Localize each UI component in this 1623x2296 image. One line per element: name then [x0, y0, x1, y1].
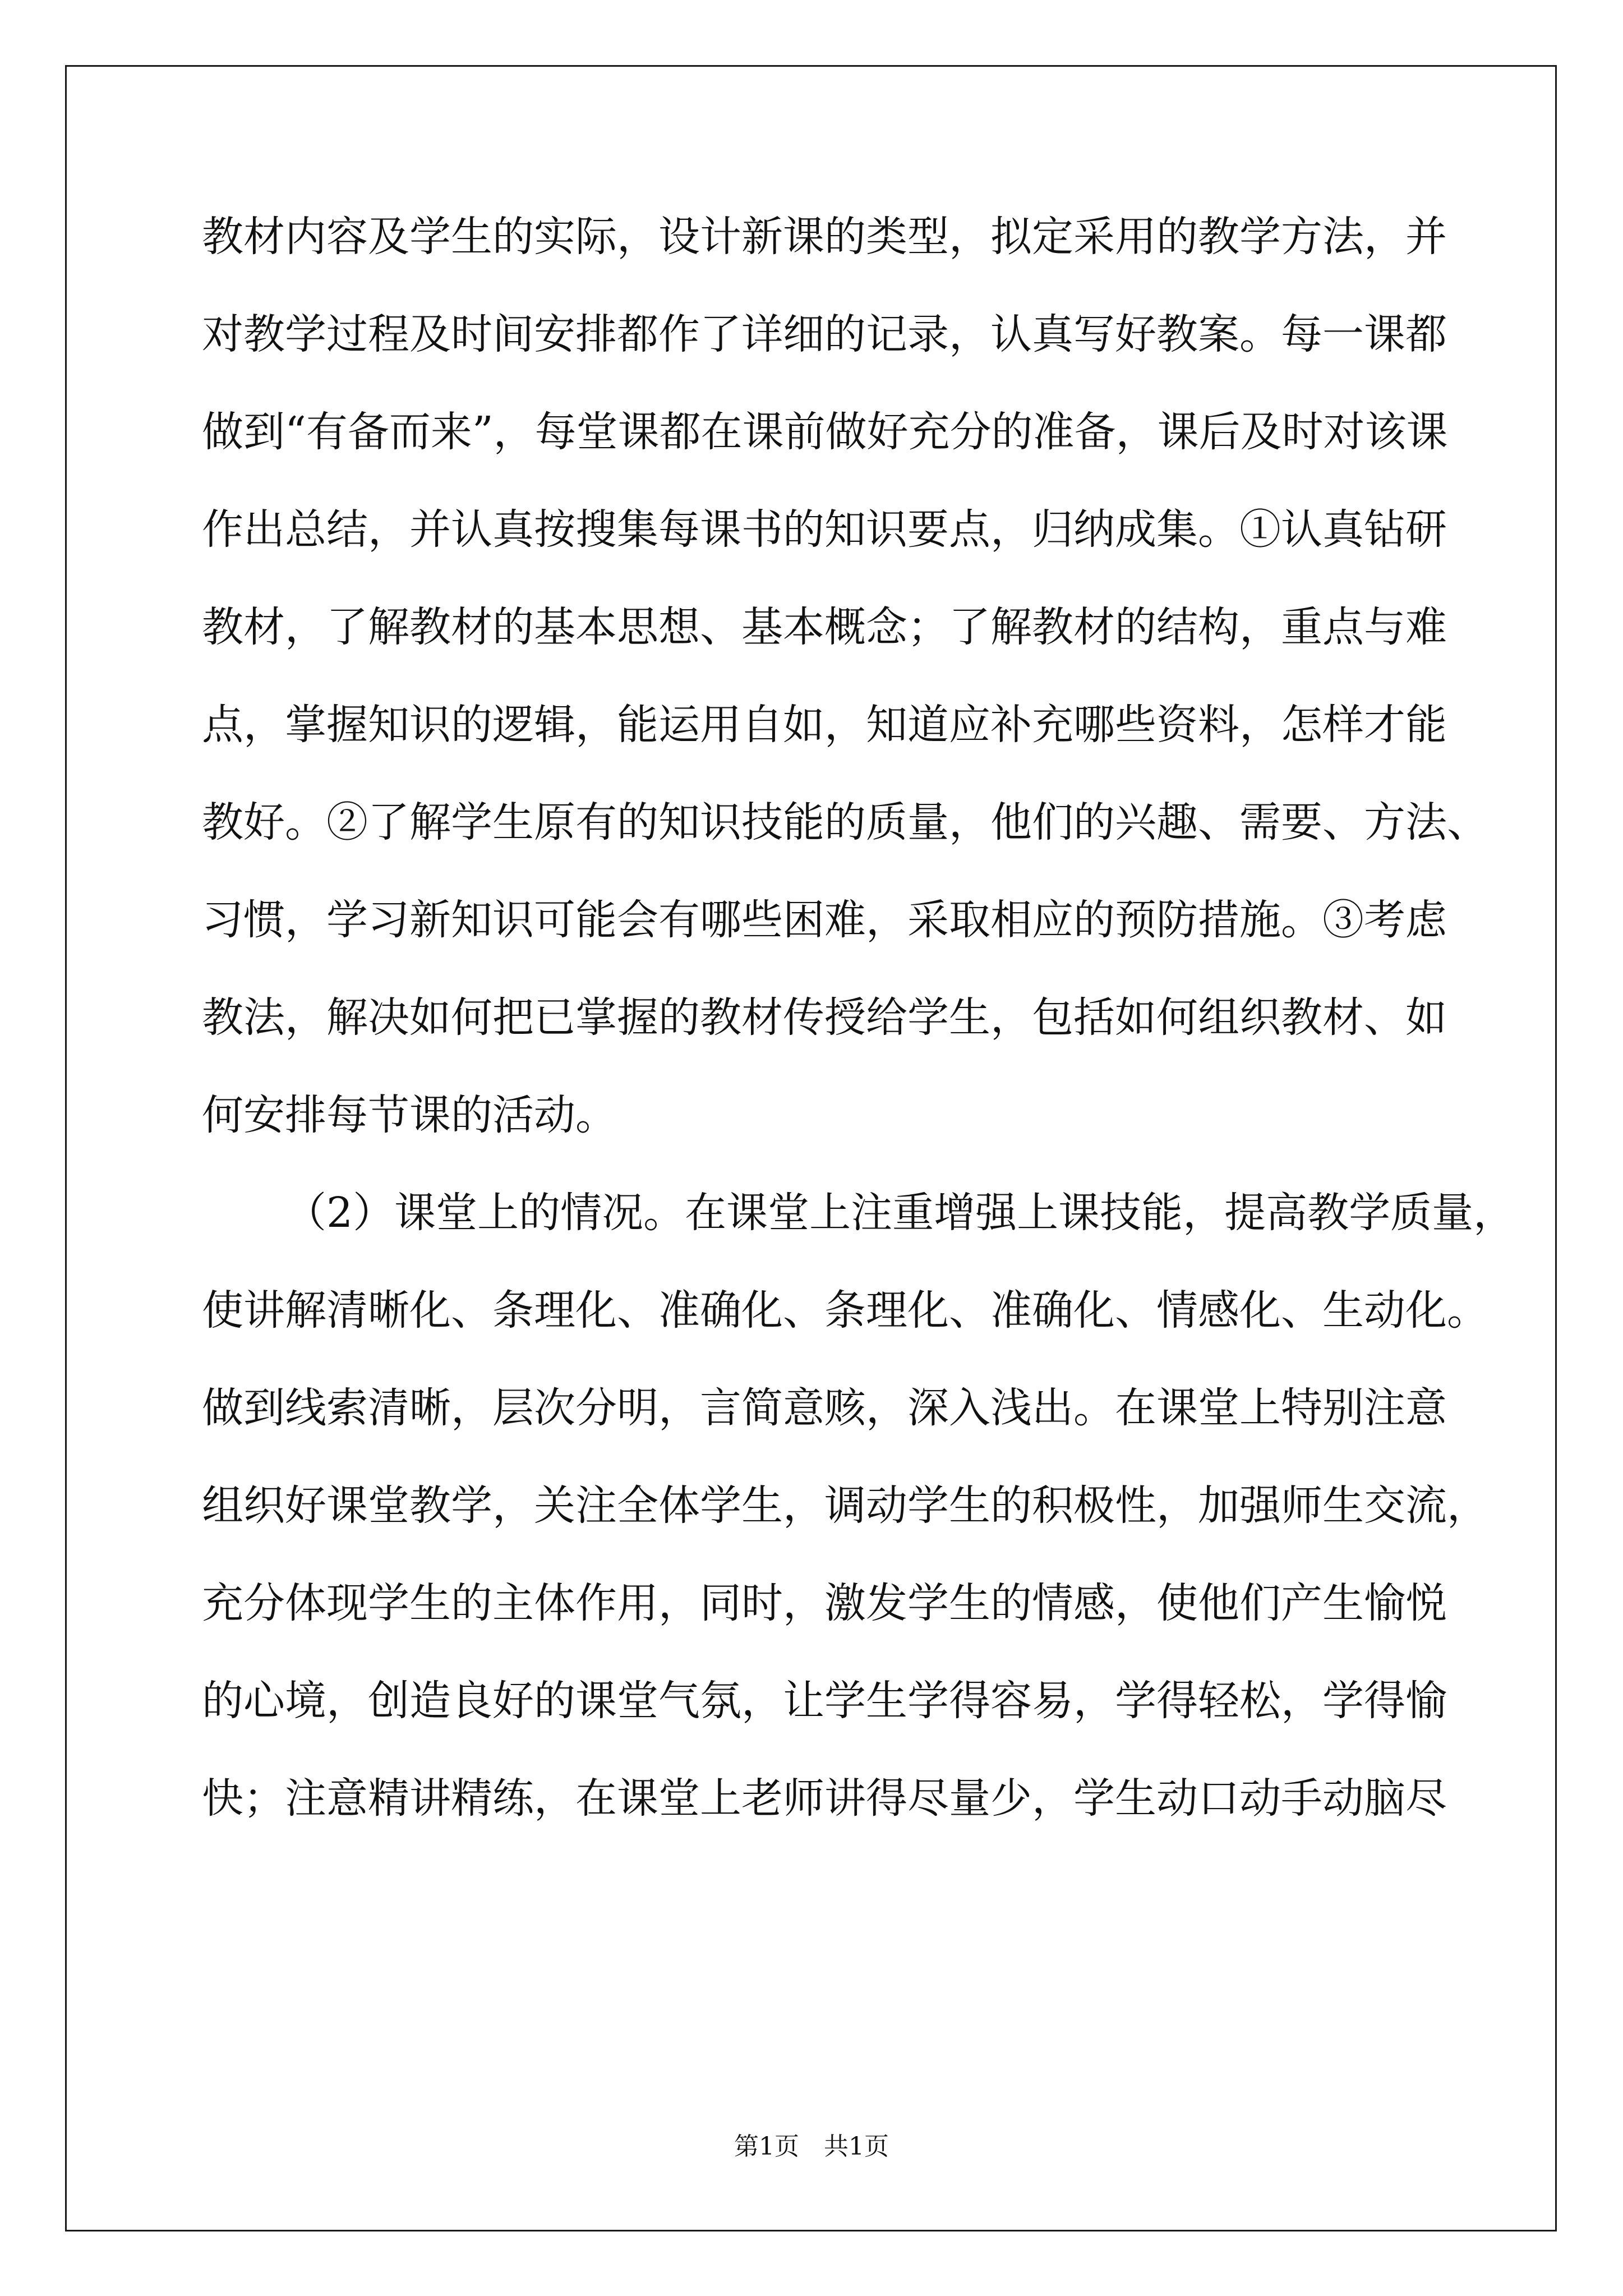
- text-line: 充分体现学生的主体作用，同时，激发学生的情感，使他们产生愉悦: [202, 1579, 1447, 1627]
- text-line: 习惯，学习新知识可能会有哪些困难，采取相应的预防措施。③考虑: [202, 896, 1447, 944]
- text-line: 教好。②了解学生原有的知识技能的质量，他们的兴趣、需要、方法、: [202, 798, 1488, 846]
- text-line: 使讲解清晰化、条理化、准确化、条理化、准确化、情感化、生动化。: [202, 1286, 1488, 1335]
- text-line: 的心境，创造良好的课堂气氛，让学生学得容易，学得轻松，学得愉: [202, 1677, 1447, 1725]
- text-line: 何安排每节课的活动。: [202, 1091, 617, 1139]
- text-line: 做到“有备而来”，每堂课都在课前做好充分的准备，课后及时对该课: [202, 408, 1448, 456]
- text-line: 作出总结，并认真按搜集每课书的知识要点，归纳成集。①认真钻研: [202, 505, 1447, 554]
- text-line: （2）课堂上的情况。在课堂上注重增强上课技能，提高教学质量，: [285, 1189, 1515, 1237]
- text-line: 做到线索清晰，层次分明，言简意赅，深入浅出。在课堂上特别注意: [202, 1384, 1447, 1432]
- text-line: 教法，解决如何把已掌握的教材传授给学生，包括如何组织教材、如: [202, 993, 1447, 1042]
- text-line: 组织好课堂教学，关注全体学生，调动学生的积极性，加强师生交流，: [202, 1481, 1488, 1530]
- text-line: 点，掌握知识的逻辑，能运用自如，知道应补充哪些资料，怎样才能: [202, 701, 1447, 749]
- text-line: 快；注意精讲精练，在课堂上老师讲得尽量少，学生动口动手动脑尽: [202, 1774, 1447, 1823]
- text-line: 教材内容及学生的实际，设计新课的类型，拟定采用的教学方法，并: [202, 213, 1447, 261]
- text-line: 对教学过程及时间安排都作了详细的记录，认真写好教案。每一课都: [202, 310, 1447, 358]
- page-footer: 第1页 共1页: [734, 2132, 889, 2161]
- document-body: [202, 188, 1515, 1847]
- text-line: 教材，了解教材的基本思想、基本概念；了解教材的结构，重点与难: [202, 603, 1447, 651]
